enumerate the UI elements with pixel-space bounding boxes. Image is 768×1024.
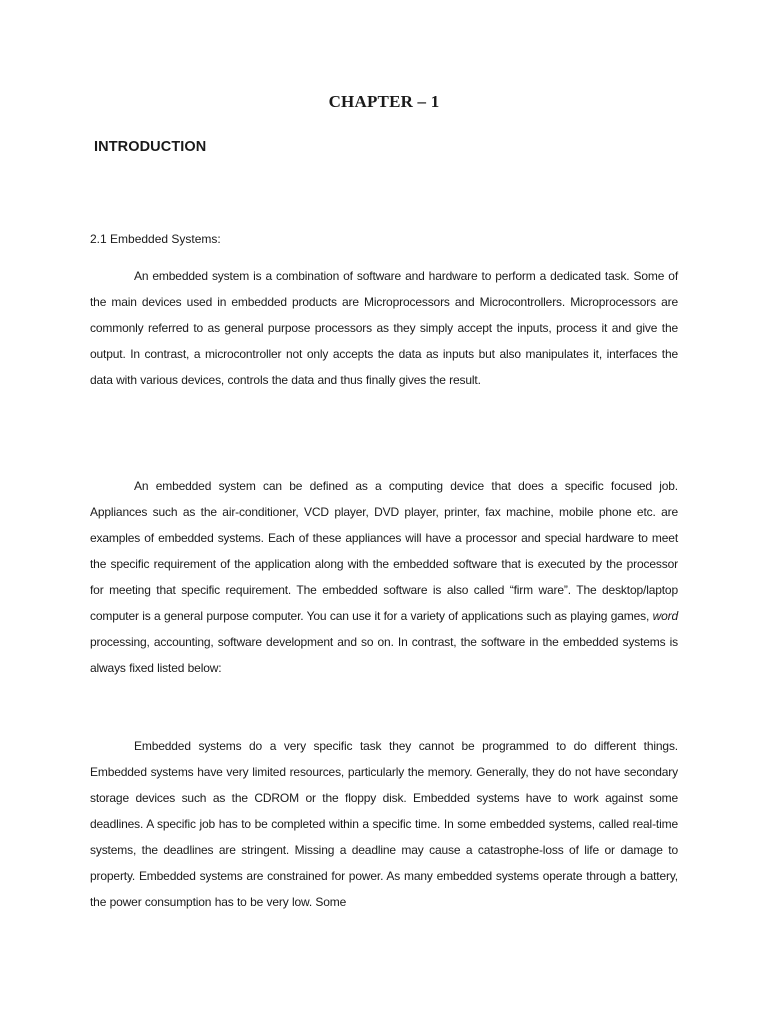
- section-heading: INTRODUCTION: [94, 139, 207, 155]
- paragraph-2: [90, 473, 678, 681]
- paragraph-2-text-before: An embedded system can be defined as a computing device that does a specific focused job. Appliances such as the air-conditioner, VCD player, DVD player, printer, fax machine, mobile phone etc. are examples of embedded systems. Each of these appliances will have a processor and special hardware to meet the specific requirement of the application along with the embedded software that is executed by the processor for meeting that specific requirement. The embedded software is also called “firm ware”. The desktop/laptop computer is a general purpose computer. You can use it for a variety of applications such as playing games,: [90, 479, 678, 623]
- paragraph-2-text-after: processing, accounting, software development and so on. In contrast, the software in the embedded systems is always fixed listed below:: [90, 635, 678, 675]
- chapter-title: CHAPTER – 1: [328, 92, 440, 111]
- paragraph-3: Embedded systems do a very specific task they cannot be programmed to do different things. Embedded systems have very limited resources, particularly the memory. Generally, they do not have secondary storage devices such as the CDROM or the floppy disk. Embedded systems have to work against some deadlines. A specific job has to be completed within a specific time. In some embedded systems, called real-time systems, the deadlines are stringent. Missing a deadline may cause a catastrophe-loss of life or damage to property. Embedded systems are constrained for power. As many embedded systems operate through a battery, the power consumption has to be very low. Some: [90, 739, 678, 909]
- subsection-heading: 2.1 Embedded Systems:: [90, 232, 221, 246]
- paragraph-1: An embedded system is a combination of software and hardware to perform a dedicated task. Some of the main devices used in embedded products are Microprocessors and Microcontrollers. Microprocessors are commonly referred to as general purpose processors as they simply accept the inputs, process it and give the output. In contrast, a microcontroller not only accepts the data as inputs but also manipulates it, interfaces the data with various devices, controls the data and thus finally gives the result.: [90, 269, 678, 387]
- paragraph-2-italic-word: word: [652, 609, 678, 623]
